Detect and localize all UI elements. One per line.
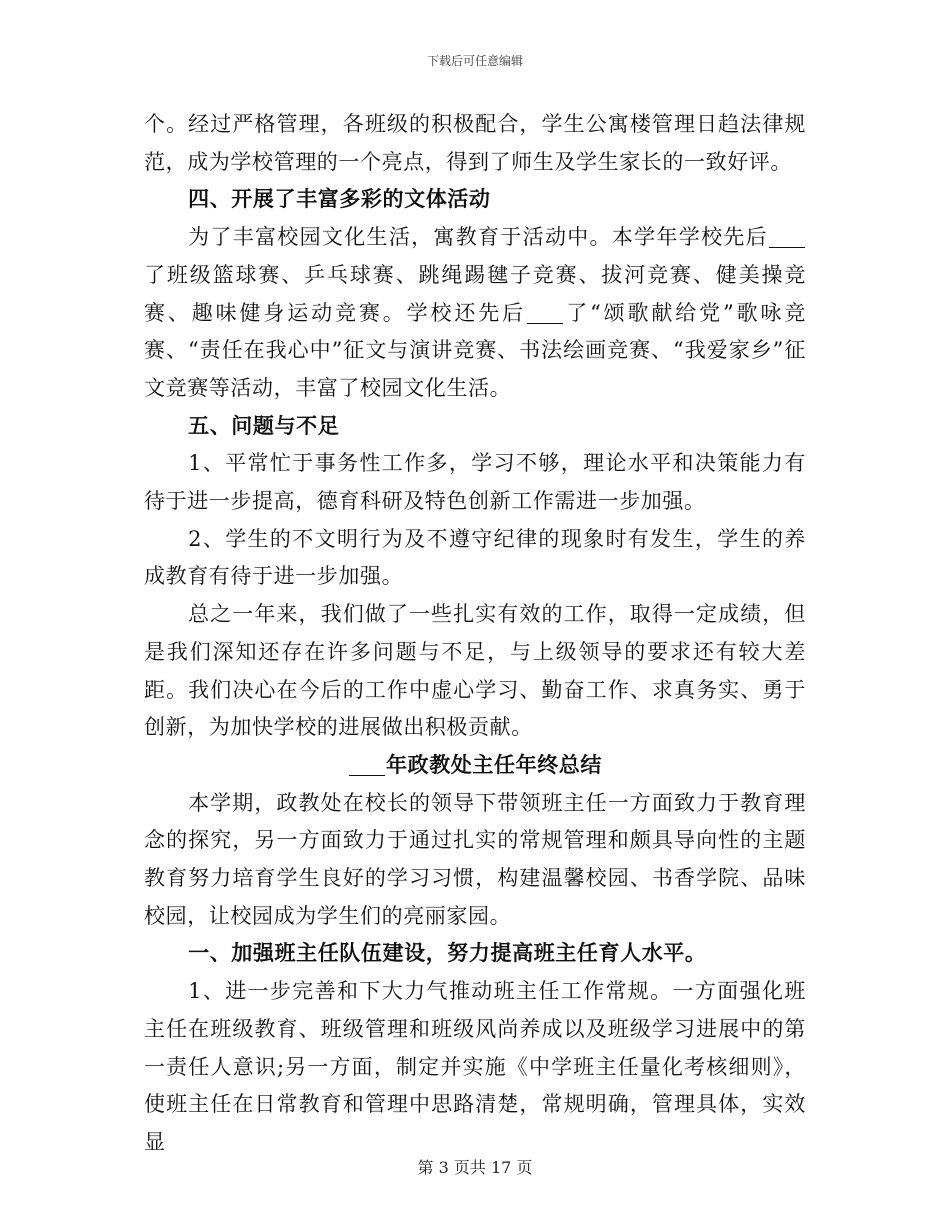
fill-blank <box>769 226 805 248</box>
page-number: 第 3 页共 17 页 <box>417 1158 533 1177</box>
fill-blank <box>349 754 385 776</box>
title-text: 年政教处主任年终总结 <box>386 752 602 777</box>
section-heading-5: 五、问题与不足 <box>188 413 340 438</box>
paragraph-continuation: 个。经过严格管理，各班级的积极配合，学生公寓楼管理日趋法律规范，成为学校管理的一个亮点，得到了师生及学生家长的一致好评。 <box>144 112 806 174</box>
paragraph-activities <box>144 219 806 408</box>
paragraph-problem-1: 1、平常忙于事务性工作多，学习不够，理论水平和决策能力有待于进一步提高，德育科研及特色创新工作需进一步加强。 <box>144 451 806 514</box>
paragraph-item-1: 1、进一步完善和下大力气推动班主任工作常规。一方面强化班主任在班级教育、班级管理和班级风尚养成以及班级学习进展中的第一责任人意识;另一方面，制定并实施《中学班主任量化考核细则》，使班主任在日常教育和管理中思路清楚，常规明确，管理具体，实效显 <box>144 979 806 1154</box>
section-heading-1: 一、加强班主任队伍建设，努力提高班主任育人水平。 <box>188 941 707 966</box>
paragraph-text: 为了丰富校园文化生活，寓教育于活动中。本学年学校先后 <box>188 225 768 250</box>
header-note: 下载后可任意编辑 <box>426 54 523 68</box>
paragraph-intro: 本学期，政教处在校长的领导下带领班主任一方面致力于教育理念的探究，另一方面致力于通过扎实的常规管理和颇具导向性的主题教育努力培育学生良好的学习习惯，构建温馨校园、书香学院、品味校园，让校园成为学生们的亮丽家园。 <box>144 790 806 928</box>
paragraph-text: 了“颂歌献给党”歌咏竞赛、“责任在我心中”征文与演讲竞赛、书法绘画竞赛、“我爱家乡”征文竞赛等活动，丰富了校园文化生活。 <box>144 300 806 400</box>
document-body <box>144 106 806 1162</box>
fill-blank <box>527 302 563 324</box>
paragraph-text: 了班级篮球赛、乒乓球赛、跳绳踢毽子竞赛、拔河竞赛、健美操竞赛、趣味健身运动竞赛。学校还先后 <box>144 262 806 325</box>
document-title <box>144 747 806 785</box>
paragraph-conclusion: 总之一年来，我们做了一些扎实有效的工作，取得一定成绩，但是我们深知还存在许多问题与不足，与上级领导的要求还有较大差距。我们决心在今后的工作中虚心学习、勤奋工作、求真务实、勇于创新，为加快学校的进展做出积极贡献。 <box>144 602 806 740</box>
section-heading-4: 四、开展了丰富多彩的文体活动 <box>188 187 491 212</box>
paragraph-problem-2: 2、学生的不文明行为及不遵守纪律的现象时有发生，学生的养成教育有待于进一步加强。 <box>144 526 806 589</box>
